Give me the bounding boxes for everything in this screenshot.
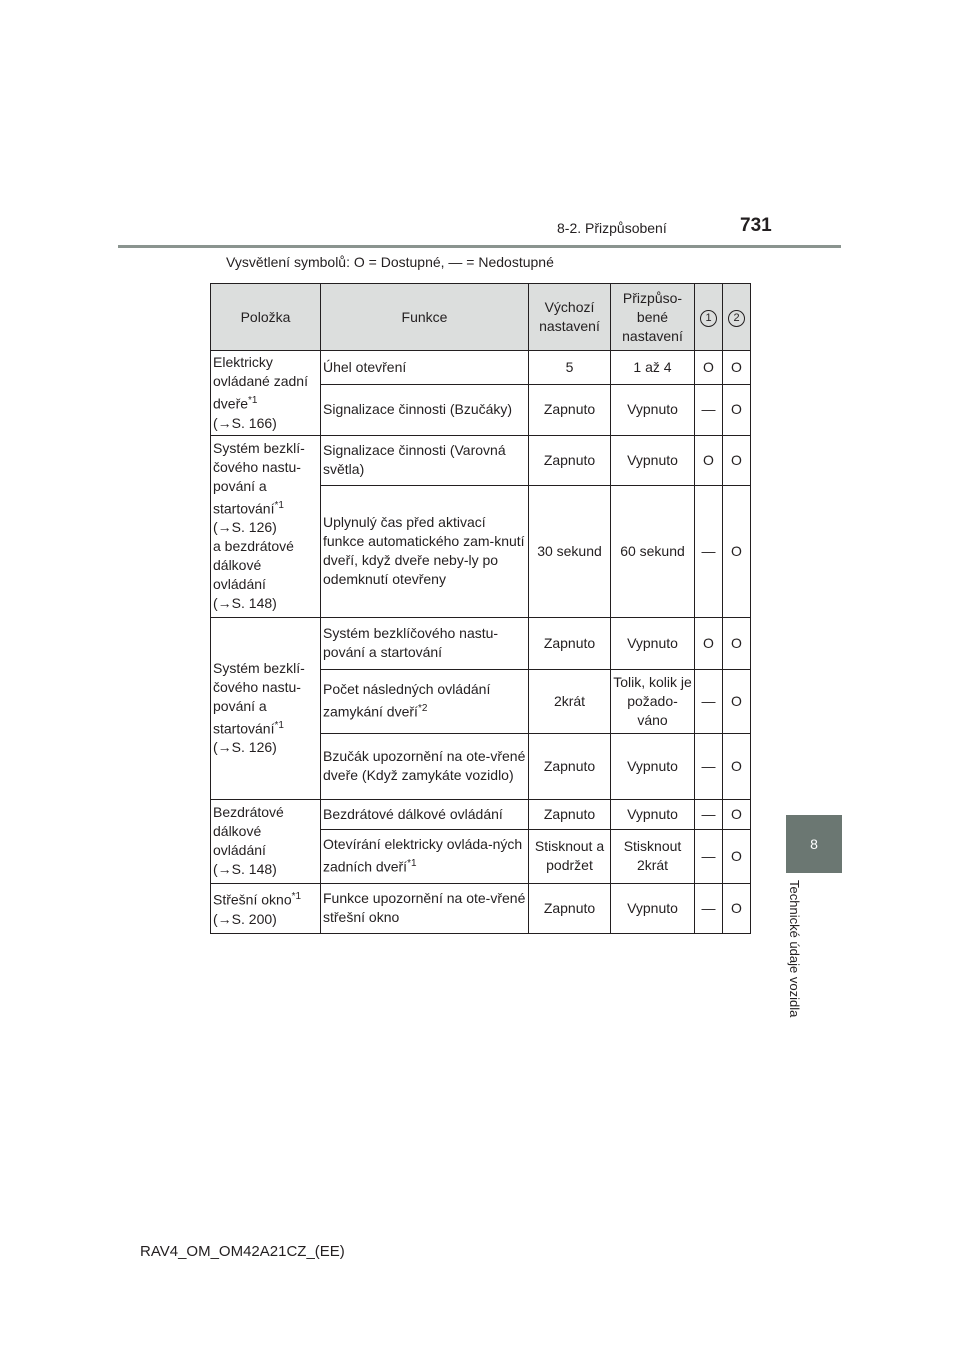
col1-cell: — (695, 883, 723, 933)
custom-cell: Vypnuto (611, 435, 695, 485)
page-number: 731 (740, 215, 772, 236)
header-col1 (695, 284, 723, 351)
col2-cell: O (723, 617, 751, 669)
header-custom: Přizpůso-bené nastavení (611, 284, 695, 351)
default-cell: Zapnuto (529, 617, 611, 669)
item-cell: Střešní okno$^{*1}$ (→S. 200) (211, 883, 321, 933)
custom-cell: 1 až 4 (611, 351, 695, 385)
default-cell: Zapnuto (529, 435, 611, 485)
item-cell: Elektricky ovládané zadní dveře$^{*1}$ (→S. 166) (211, 351, 321, 436)
default-cell: 30 sekund (529, 485, 611, 617)
document-code: RAV4_OM_OM42A21CZ_(EE) (140, 1243, 345, 1260)
default-cell: Stisknout a podržet (529, 829, 611, 883)
function-cell: Bzučák upozornění na ote-vřené dveře (Když zamykáte vozidlo) (321, 733, 529, 799)
col1-cell: O (695, 617, 723, 669)
function-cell: Signalizace činnosti (Bzučáky) (321, 385, 529, 435)
chapter-tab[interactable] (786, 815, 842, 873)
table-row (211, 799, 751, 829)
header-default: Výchozí nastavení (529, 284, 611, 351)
function-cell: Funkce upozornění na ote-vřené střešní okno (321, 883, 529, 933)
table-row (211, 617, 751, 669)
col2-cell: O (723, 883, 751, 933)
custom-cell: Vypnuto (611, 799, 695, 829)
header-function: Funkce (321, 284, 529, 351)
customization-table (210, 283, 751, 934)
col2-cell: O (723, 485, 751, 617)
item-cell: Systém bezklí-čového nastu-pování a startování$^{*1}$ (→S. 126) (211, 617, 321, 799)
circled-two: 2 (728, 310, 745, 327)
col2-cell: O (723, 799, 751, 829)
header-divider (118, 245, 841, 248)
function-cell: Otevírání elektricky ovláda-ných zadních dveří$^{*1}$ (321, 829, 529, 883)
col1-cell: — (695, 485, 723, 617)
col1-cell: — (695, 829, 723, 883)
default-cell: 5 (529, 351, 611, 385)
col1-cell: — (695, 799, 723, 829)
col1-cell: O (695, 351, 723, 385)
circled-one: 1 (700, 310, 717, 327)
symbol-legend: Vysvětlení symbolů: O = Dostupné, — = Nedostupné (226, 254, 554, 270)
col2-cell: O (723, 733, 751, 799)
function-cell: Počet následných ovládání zamykání dveří$^{*2}$ (321, 669, 529, 733)
default-cell: 2krát (529, 669, 611, 733)
table-row (211, 351, 751, 385)
col2-cell: O (723, 829, 751, 883)
table-header-row (211, 284, 751, 351)
custom-cell: Vypnuto (611, 733, 695, 799)
table-row (211, 883, 751, 933)
chapter-number: 8 (810, 836, 818, 852)
item-cell: Bezdrátové dálkové ovládání (→S. 148) (211, 799, 321, 883)
col1-cell: O (695, 435, 723, 485)
function-cell: Bezdrátové dálkové ovládání (321, 799, 529, 829)
col2-cell: O (723, 351, 751, 385)
custom-cell: Tolik, kolik je požado-váno (611, 669, 695, 733)
custom-cell: 60 sekund (611, 485, 695, 617)
col1-cell: — (695, 385, 723, 435)
function-cell: Systém bezklíčového nastu-pování a startování (321, 617, 529, 669)
custom-cell: Vypnuto (611, 883, 695, 933)
default-cell: Zapnuto (529, 385, 611, 435)
custom-cell: Vypnuto (611, 385, 695, 435)
header-col2 (723, 284, 751, 351)
item-cell: Systém bezklí-čového nastu-pování a startování$^{*1}$ (→S. 126) a bezdrátové dálkové ovládání (→S. 148) (211, 435, 321, 617)
default-cell: Zapnuto (529, 799, 611, 829)
col2-cell: O (723, 385, 751, 435)
default-cell: Zapnuto (529, 883, 611, 933)
col2-cell: O (723, 669, 751, 733)
custom-cell: Stisknout 2krát (611, 829, 695, 883)
custom-cell: Vypnuto (611, 617, 695, 669)
function-cell: Signalizace činnosti (Varovná světla) (321, 435, 529, 485)
col1-cell: — (695, 669, 723, 733)
header-item: Položka (211, 284, 321, 351)
col2-cell: O (723, 435, 751, 485)
function-cell: Úhel otevření (321, 351, 529, 385)
function-cell: Uplynulý čas před aktivací funkce automatického zam-knutí dveří, když dveře neby-ly po odemknutí otevřeny (321, 485, 529, 617)
default-cell: Zapnuto (529, 733, 611, 799)
table-row (211, 435, 751, 485)
col1-cell: — (695, 733, 723, 799)
section-title: 8-2. Přizpůsobení (557, 220, 667, 236)
chapter-title: Technické údaje vozidla (787, 880, 802, 1018)
